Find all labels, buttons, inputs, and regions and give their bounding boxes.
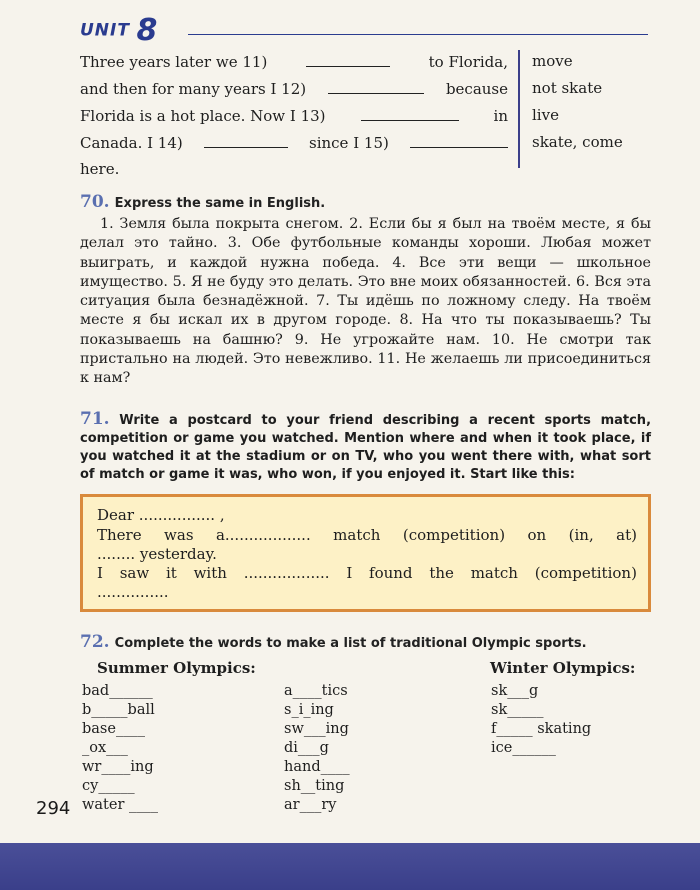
sport-word: bad______ bbox=[82, 683, 153, 699]
exercise-number: 71. bbox=[80, 409, 110, 429]
answer-gap-13[interactable] bbox=[361, 106, 459, 121]
postcard-line-3: ........ yesterday. bbox=[97, 545, 217, 563]
exercise-70-text: 1. Земля была покрыта снегом. 2. Если бы я был на твоём месте, я бы делал это тайно. 3. Обе футбольные команды хороши. Любая может выиграть, и каждой нужна победа. 4. Все эти вещи — школьное имущество. 5. Я не буду это делать. Это вне моих обязанностей. 6. Вся эта ситуация была безнадёжной. 7. Ты идёшь по ложному следу. На твоём месте я бы искал их в другом городе. 8. На что ты показываешь? Ты показываешь на башню? 9. Не угрожайте нам. 10. Не смотри так пристально на людей. Это невежливо. 11. Не желаешь ли присоединиться к нам? bbox=[80, 216, 651, 387]
bottom-band bbox=[0, 843, 700, 890]
answer-gap-11[interactable] bbox=[306, 52, 390, 67]
sport-word: sk_____ bbox=[491, 702, 544, 718]
fill-line-3: Florida is a hot place. Now I 13) in bbox=[80, 107, 508, 125]
postcard-line-1: Dear ................ , bbox=[97, 506, 225, 524]
fill-line-1: Three years later we 11) to Florida, bbox=[80, 53, 508, 71]
word-bank-item: move bbox=[532, 52, 573, 70]
fill-line-2: and then for many years I 12) because bbox=[80, 80, 508, 98]
fill-line-5: here. bbox=[80, 160, 120, 178]
exercise-70-heading bbox=[80, 192, 325, 212]
sport-word: a____tics bbox=[284, 683, 348, 699]
sport-word: s_i_ing bbox=[284, 702, 334, 718]
exercise-instruction: Complete the words to make a list of traditional Olympic sports. bbox=[114, 636, 587, 651]
unit-badge bbox=[80, 13, 158, 48]
sport-word: base____ bbox=[82, 721, 145, 737]
sport-word: _ox___ bbox=[82, 740, 128, 756]
sport-word: b_____ball bbox=[82, 702, 155, 718]
exercise-71-instruction bbox=[80, 410, 651, 484]
word-bank-item: skate, come bbox=[532, 133, 623, 151]
sport-word: cy_____ bbox=[82, 778, 135, 794]
fill-in-text bbox=[80, 52, 508, 182]
exercise-72-heading bbox=[80, 632, 587, 652]
sport-word: sw___ing bbox=[284, 721, 349, 737]
sport-word: wr____ing bbox=[82, 759, 154, 775]
exercise-instruction: Express the same in English. bbox=[114, 196, 326, 211]
sport-word: hand____ bbox=[284, 759, 350, 775]
sport-word: f_____ skating bbox=[491, 721, 592, 737]
exercise-instruction: Write a postcard to your friend describing a recent sports match, competition or game you watched. Mention where and when it took place, if you watched it at the stadium or on TV, who you went there with, what sort of match or game it was, who won, if you enjoyed it. Start like this: bbox=[80, 413, 652, 482]
answer-gap-12[interactable] bbox=[328, 79, 424, 94]
header-rule bbox=[188, 34, 648, 35]
sport-word: water ____ bbox=[82, 797, 159, 813]
exercise-number: 70. bbox=[80, 192, 110, 212]
postcard-template bbox=[80, 494, 651, 612]
answer-gap-15[interactable] bbox=[410, 133, 508, 148]
sport-word: di___g bbox=[284, 740, 329, 756]
fill-line-4: Canada. I 14) since I 15) bbox=[80, 133, 508, 152]
sport-word: ice______ bbox=[491, 740, 556, 756]
sport-word: ar___ry bbox=[284, 797, 337, 813]
postcard-line-2: There was a.................. match (competition) on (in, at) bbox=[97, 526, 637, 544]
answer-gap-14[interactable] bbox=[204, 133, 288, 148]
divider-bar bbox=[518, 50, 520, 168]
sport-word: sh__ting bbox=[284, 778, 345, 794]
page-number: 294 bbox=[36, 798, 71, 819]
postcard-line-5: ............... bbox=[97, 583, 169, 601]
word-bank-item: not skate bbox=[532, 79, 603, 97]
unit-word: UNIT bbox=[80, 20, 130, 41]
summer-olympics-title: Summer Olympics: bbox=[97, 659, 256, 677]
unit-number: 8 bbox=[136, 13, 159, 48]
sport-word: sk___g bbox=[491, 683, 539, 699]
word-bank-item: live bbox=[532, 106, 559, 124]
postcard-line-4: I saw it with .................. I found the match (competition) bbox=[97, 564, 637, 582]
winter-olympics-title: Winter Olympics: bbox=[490, 659, 636, 677]
exercise-number: 72. bbox=[80, 632, 110, 652]
